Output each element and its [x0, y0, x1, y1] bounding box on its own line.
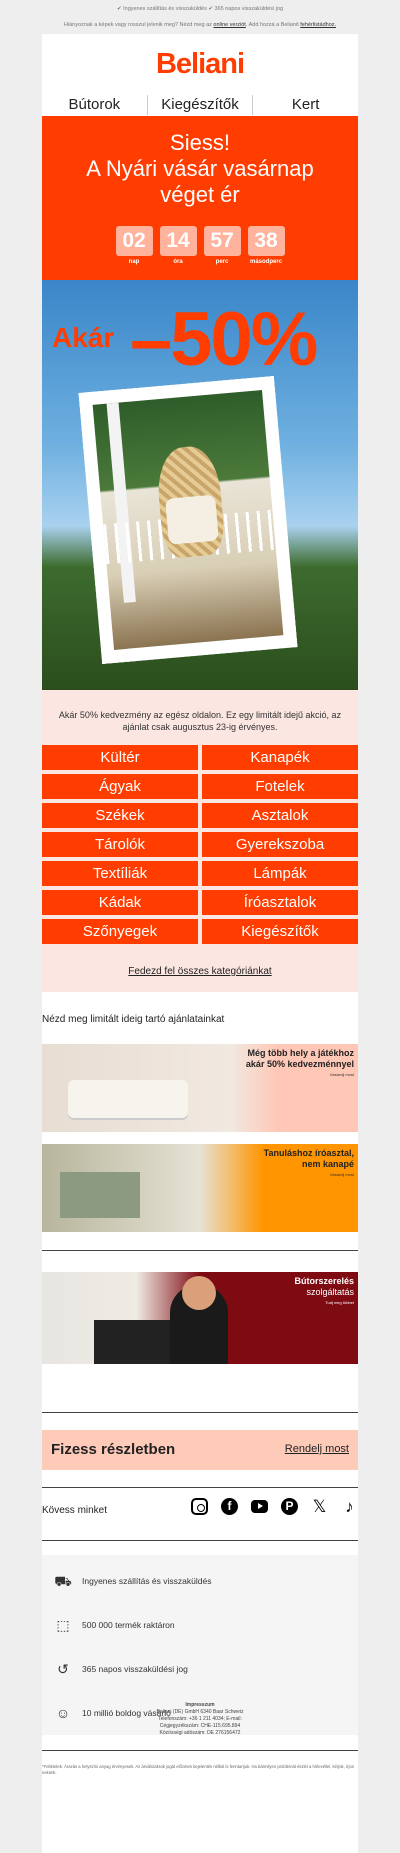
promo-assembly-service[interactable]	[42, 1272, 358, 1364]
preheader-links	[0, 16, 400, 34]
category-button-kids-room[interactable]: Gyerekszoba	[202, 832, 358, 857]
usp-text: 500 000 termék raktáron	[82, 1620, 175, 1630]
promo-title-line-2: szolgáltatás	[306, 1287, 354, 1297]
promo-title-line-1: Bútorszerelés	[294, 1276, 354, 1286]
imprint	[42, 1702, 358, 1737]
all-categories-link[interactable]: Fedezd fel összes kategóriánkat	[128, 966, 272, 977]
usp-text: 365 napos visszaküldési jog	[82, 1664, 188, 1674]
hero-line-3: véget ér	[160, 182, 240, 207]
promo-title-line-2: nem kanapé	[301, 1159, 354, 1169]
imprint-line: Cégjegyzékszám: CHE-115.695.894	[159, 1723, 241, 1729]
order-now-link[interactable]: Rendelj most	[284, 1443, 349, 1455]
discount-banner[interactable]	[42, 280, 358, 690]
category-button-lamps[interactable]: Lámpák	[202, 861, 358, 886]
social-section	[42, 1496, 358, 1526]
sale-description: Akár 50% kedvezmény az egész oldalon. Ez egy limitált idejű akció, az ajánlat csak augusztus 23-ig érvényes.	[58, 710, 342, 732]
divider	[42, 1412, 358, 1413]
worker-face	[182, 1276, 216, 1310]
people-icon: ☺	[55, 1705, 71, 1721]
category-button-tables[interactable]: Asztalok	[202, 803, 358, 828]
divider	[42, 1250, 358, 1251]
nav-item-furniture[interactable]: Bútorok	[68, 96, 121, 113]
daybed-image	[68, 1080, 188, 1118]
category-button-beds[interactable]: Ágyak	[42, 774, 198, 799]
main-nav	[42, 95, 358, 115]
imprint-line: Közösségi adószám: DE 276156472	[159, 1730, 241, 1736]
countdown-value: 38	[248, 226, 285, 256]
countdown-label: másodperc	[249, 259, 282, 265]
chair-cushion	[165, 495, 219, 545]
promo-title-line-1: Tanuláshoz íróasztal,	[263, 1148, 354, 1158]
nav-item-garden[interactable]: Kert	[252, 95, 358, 115]
porch-pillar	[107, 403, 136, 603]
installment-banner[interactable]	[42, 1430, 358, 1470]
promo-cta[interactable]: Vásárolj most	[329, 1072, 354, 1077]
category-button-accessories[interactable]: Kiegészítők	[202, 919, 358, 944]
nav-item-accessories[interactable]: Kiegészítők	[147, 95, 253, 115]
countdown-days	[116, 226, 153, 265]
usp-text: Ingyenes szállítás és visszaküldés	[82, 1576, 212, 1586]
category-button-bathtubs[interactable]: Kádak	[42, 890, 198, 915]
follow-us-label: Kövess minket	[42, 1505, 108, 1516]
imprint-title: Impresszum	[185, 1702, 215, 1708]
category-section	[42, 690, 358, 992]
fineprint: *Feltételek: Árazás a helyszíni anyag érvényesek. Az árváltozások jogát előzetes bejelentés nélkül is fenntartjuk. Ha bármilyen problémát észlel a hírlevéllel, kérjük, írjon nekünk.	[42, 1764, 355, 1775]
countdown-seconds	[248, 226, 285, 265]
category-grid	[42, 733, 358, 944]
youtube-icon[interactable]	[251, 1500, 268, 1513]
whitelist-link[interactable]: fehérlistádhoz.	[300, 22, 337, 28]
truck-icon: ⛟	[54, 1573, 72, 1589]
online-version-link[interactable]: online verziót	[213, 22, 246, 28]
divider	[42, 1750, 358, 1751]
countdown-timer	[42, 226, 358, 265]
countdown-label: perc	[215, 259, 229, 265]
countdown-value: 14	[160, 226, 197, 256]
hero-line-2: A Nyári vásár vasárnap	[86, 156, 314, 181]
promo-title-line-2: akár 50% kedvezménnyel	[245, 1059, 354, 1069]
usp-text: 10 millió boldog vásárló	[82, 1708, 171, 1718]
category-button-rugs[interactable]: Szőnyegek	[42, 919, 198, 944]
social-icons	[191, 1498, 358, 1515]
promo-kids-bed[interactable]	[42, 1044, 358, 1132]
promo-desk[interactable]	[42, 1144, 358, 1232]
category-button-sofas[interactable]: Kanapék	[202, 745, 358, 770]
preheader-prefix: Hiányoznak a képek vagy rosszul jelenik meg? Nézd meg az	[63, 22, 212, 28]
promo-title	[264, 1148, 354, 1170]
boxes-icon: ⬚	[56, 1617, 70, 1633]
countdown-minutes	[204, 226, 241, 265]
countdown-label: nap	[128, 259, 140, 265]
imprint-line: Telefonszám: +36 1 211 4034; E-mail:	[158, 1716, 242, 1722]
countdown-value: 02	[116, 226, 153, 256]
pinterest-icon[interactable]: P	[281, 1498, 298, 1515]
return-icon: ↺	[57, 1661, 69, 1677]
preheader-usp: ✔ Ingyenes szállítás és visszaküldés ✔ 365 napos visszaküldési jog	[116, 6, 284, 12]
category-button-armchairs[interactable]: Fotelek	[202, 774, 358, 799]
hero-title	[42, 116, 358, 208]
imprint-line: Beliani (DE) GmbH 6340 Baar Schweiz	[156, 1709, 244, 1715]
offers-heading: Nézd meg limitált ideig tartó ajánlatainkat	[42, 1014, 225, 1025]
tiktok-icon[interactable]: ♪	[345, 1497, 354, 1516]
beliani-logo[interactable]: Beliani	[155, 48, 245, 80]
countdown-value: 57	[204, 226, 241, 256]
preheader-mid: . Add hozzá a Belianit	[245, 22, 299, 28]
instagram-icon[interactable]	[191, 1498, 208, 1515]
hanging-chair-photo	[93, 390, 284, 650]
email-header	[42, 34, 358, 116]
countdown-hours	[160, 226, 197, 265]
facebook-icon[interactable]: f	[221, 1498, 238, 1515]
divider	[42, 1540, 358, 1541]
discount-value: –50%	[130, 297, 317, 382]
promo-cta[interactable]: Tudj meg többet	[325, 1300, 354, 1305]
divider	[42, 1487, 358, 1488]
installment-title: Fizess részletben	[51, 1441, 176, 1458]
x-icon[interactable]: 𝕏	[312, 1497, 327, 1516]
category-button-textiles[interactable]: Textíliák	[42, 861, 198, 886]
desk-image	[60, 1172, 140, 1218]
category-button-outdoor[interactable]: Kültér	[42, 745, 198, 770]
promo-title	[294, 1276, 354, 1298]
category-button-desks[interactable]: Íróasztalok	[202, 890, 358, 915]
hero-line-1: Siess!	[170, 130, 230, 155]
promo-title-line-1: Még több hely a játékhoz	[247, 1048, 354, 1058]
sale-hero	[42, 116, 358, 280]
category-button-chairs[interactable]: Székek	[42, 803, 198, 828]
category-button-storage[interactable]: Tárolók	[42, 832, 198, 857]
countdown-label: óra	[173, 259, 183, 265]
promo-cta[interactable]: Vásárolj most	[329, 1172, 354, 1177]
discount-prefix: Akár	[52, 322, 115, 353]
promo-title	[246, 1048, 354, 1070]
stamp-photo-frame	[79, 376, 298, 664]
